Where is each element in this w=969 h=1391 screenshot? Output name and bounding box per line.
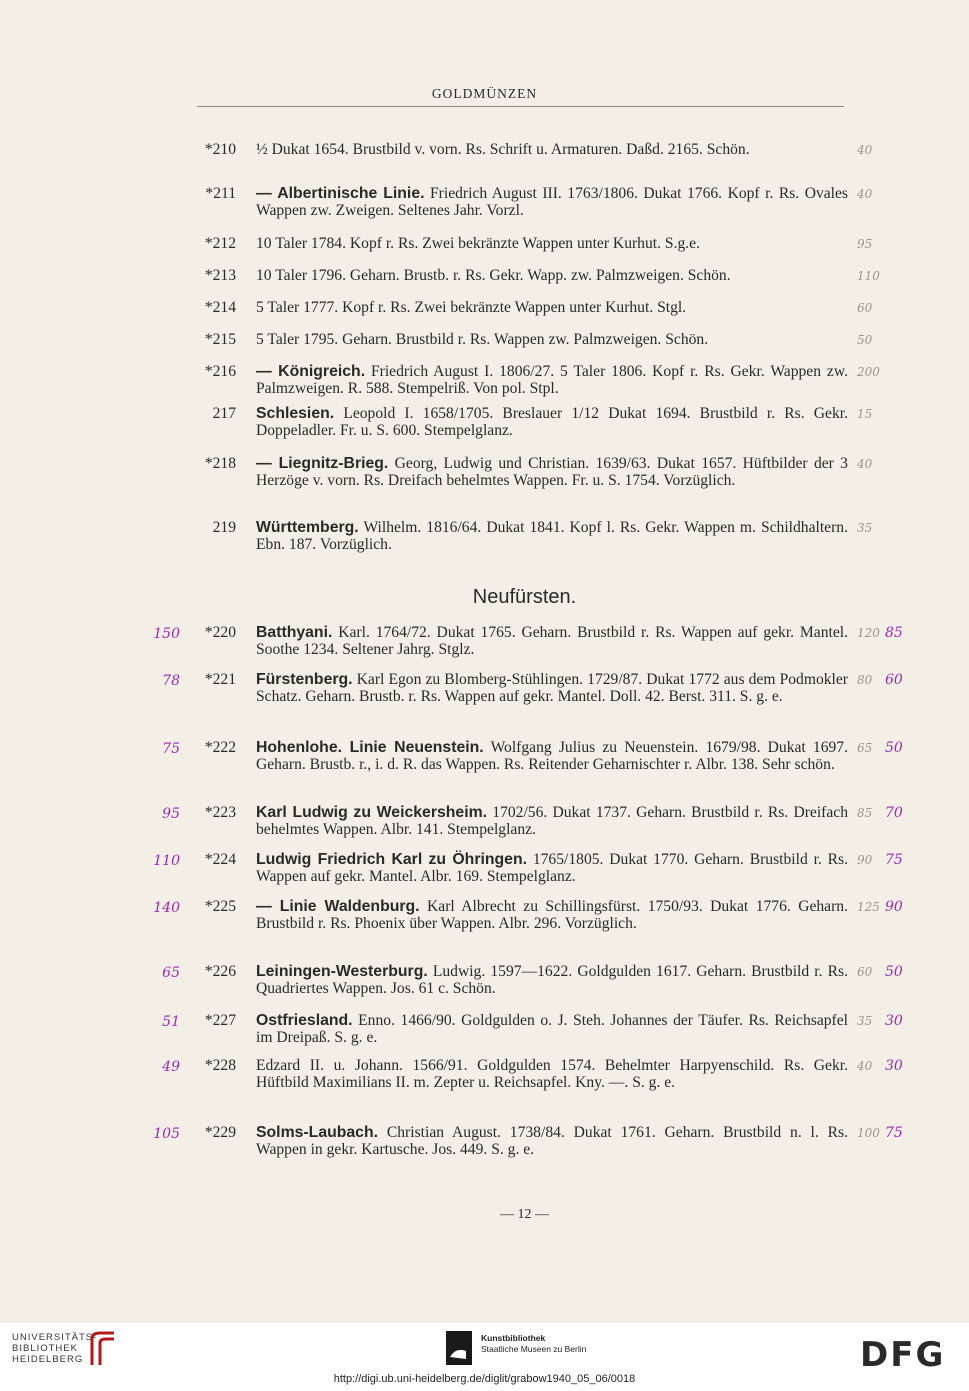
entry-heading: Württemberg. [256, 519, 359, 536]
entry-heading: — Linie Waldenburg. [256, 898, 420, 915]
entry-description [256, 624, 848, 659]
university-line: HEIDELBERG [12, 1354, 84, 1365]
pencil-estimate: 125 [857, 900, 880, 914]
pencil-estimate: 80 [857, 673, 873, 687]
section-title: Neufürsten. [472, 586, 577, 608]
entry-heading: Ostfriesland. [256, 1012, 353, 1029]
university-line: UNIVERSITÄTS- [12, 1332, 98, 1343]
entry-text: 5 Taler 1777. Kopf r. Rs. Zwei bekränzte Wappen unter Kurhut. Stgl. [256, 299, 687, 316]
page-number: — 12 — [500, 1207, 549, 1222]
entry-text: ½ Dukat 1654. Brustbild v. vorn. Rs. Schrift u. Armaturen. Daßd. 2165. Schön. [256, 141, 750, 158]
kb-subtitle: Staatliche Museen zu Berlin [481, 1344, 587, 1354]
handwritten-price-right: 90 [885, 899, 903, 915]
entry-heading: Karl Ludwig zu Weickersheim. [256, 804, 488, 821]
entry-heading: Ludwig Friedrich Karl zu Öhringen. [256, 851, 527, 868]
entry-text: Georg, Ludwig und Christian. 1639/63. Dukat 1657. Hüftbilder der 3 Herzöge v. vorn. Rs. Dreifach behelmtes Wappen. Fr. u. S. 1754. Vorzüglich. [256, 455, 848, 490]
lot-number: *221 [204, 671, 236, 688]
pencil-estimate: 85 [857, 806, 873, 820]
entry-text: Leopold I. 1658/1705. Breslauer 1/12 Dukat 1694. Brustbild r. Rs. Gekr. Doppeladler. Fr. u. S. 600. Stempelglanz. [256, 405, 848, 440]
pencil-estimate: 65 [857, 741, 873, 755]
lot-number: *226 [204, 963, 236, 980]
handwritten-price-left: 105 [153, 1126, 180, 1142]
handwritten-price-right: 70 [885, 805, 903, 821]
footer-bar [0, 1323, 969, 1391]
handwritten-price-left: 110 [153, 853, 180, 869]
handwritten-price-left: 51 [162, 1014, 180, 1030]
pencil-estimate: 60 [857, 965, 873, 979]
handwritten-price-left: 75 [162, 741, 180, 757]
handwritten-price-right: 85 [885, 625, 903, 641]
pencil-estimate: 40 [857, 143, 873, 157]
entry-text: Karl Albrecht zu Schillingsfürst. 1750/93. Dukat 1776. Geharn. Brustbild r. Rs. Phoenix über Wappen. Albr. 296. Vorzüglich. [256, 898, 848, 933]
pencil-estimate: 60 [857, 301, 873, 315]
entry-text: Friedrich August I. 1806/27. 5 Taler 1806. Kopf r. Rs. Gekr. Wappen zw. Palmzweigen. R. 588. Stempelriß. Von pol. Stpl. [256, 363, 848, 398]
lot-number: *218 [204, 455, 236, 472]
entry-description [256, 1124, 848, 1159]
entry-heading: Leiningen-Westerburg. [256, 963, 428, 980]
pencil-estimate: 110 [857, 269, 880, 283]
entry-heading: Hohenlohe. Linie Neuenstein. [256, 739, 484, 756]
lot-number: *223 [204, 804, 236, 821]
handwritten-price-left: 49 [162, 1059, 180, 1075]
pencil-estimate: 35 [857, 1014, 873, 1028]
entry-heading: Fürstenberg. [256, 671, 353, 688]
pencil-estimate: 120 [857, 626, 880, 640]
entry-text: Friedrich August III. 1763/1806. Dukat 1766. Kopf r. Rs. Ovales Wappen zw. Zweigen. Seltenes Jahr. Vorzl. [256, 185, 848, 220]
pencil-estimate: 40 [857, 187, 873, 201]
entry-description [256, 141, 848, 158]
handwritten-price-left: 65 [162, 965, 180, 981]
entry-description [256, 1012, 848, 1047]
pencil-estimate: 100 [857, 1126, 880, 1140]
dfg-logo: DFG [860, 1335, 946, 1375]
pencil-estimate: 35 [857, 521, 873, 535]
entry-description [256, 519, 848, 554]
lot-number: *216 [204, 363, 236, 380]
lot-number: *215 [204, 331, 236, 348]
handwritten-price-right: 30 [885, 1013, 903, 1029]
entry-description [256, 739, 848, 774]
pencil-estimate: 90 [857, 853, 873, 867]
university-logo-text [12, 1332, 97, 1365]
entry-text: Edzard II. u. Johann. 1566/91. Goldgulden 1574. Behelmter Harpyenschild. Rs. Gekr. Hüftbild Maximilians II. m. Zepter u. Reichsapfel. Kny. —. S. g. e. [256, 1057, 848, 1092]
entry-text: Wolfgang Julius zu Neuenstein. 1679/98. Dukat 1697. Geharn. Brustb. r., i. d. R. das Wappen. Rs. Reitender Geharnischter r. Albr. 138. Sehr schön. [256, 739, 848, 774]
handwritten-price-right: 30 [885, 1058, 903, 1074]
lot-number: *213 [204, 267, 236, 284]
handwritten-price-left: 140 [153, 900, 180, 916]
entry-description [256, 363, 848, 398]
lot-number: 219 [212, 519, 236, 536]
lot-number: *220 [204, 624, 236, 641]
entry-heading: — Königreich. [256, 363, 366, 380]
kunstbibliothek-logo-icon [446, 1331, 472, 1365]
entry-description [256, 185, 848, 220]
handwritten-price-right: 75 [885, 852, 903, 868]
header-rule [197, 106, 844, 107]
entry-text: 1765/1805. Dukat 1770. Geharn. Brustbild r. Rs. Wappen auf gekr. Mantel. Albr. 169. Stempelglanz. [256, 851, 848, 886]
entry-description [256, 405, 848, 440]
entry-description [256, 804, 848, 839]
kb-title: Kunstbibliothek [481, 1333, 546, 1343]
handwritten-price-left: 95 [162, 806, 180, 822]
entry-description [256, 671, 848, 706]
page-header: GOLDMÜNZEN [431, 86, 538, 101]
entry-description [256, 851, 848, 886]
handwritten-price-right: 50 [885, 740, 903, 756]
entry-text: Karl. 1764/72. Dukat 1765. Geharn. Brustbild r. Rs. Wappen auf gekr. Mantel. Soothe 1234. Seltener Jahrg. Stglz. [256, 624, 848, 659]
lot-number: *229 [204, 1124, 236, 1141]
entry-description [256, 963, 848, 998]
entry-description [256, 331, 848, 348]
entry-text: 5 Taler 1795. Geharn. Brustbild r. Rs. Wappen zw. Palmzweigen. Schön. [256, 331, 709, 348]
lot-number: *214 [204, 299, 236, 316]
lot-number: *222 [204, 739, 236, 756]
lot-number: *225 [204, 898, 236, 915]
university-line: BIBLIOTHEK [12, 1343, 78, 1354]
handwritten-price-right: 75 [885, 1125, 903, 1141]
entry-heading: Solms-Laubach. [256, 1124, 379, 1141]
entry-heading: Batthyani. [256, 624, 333, 641]
source-url[interactable]: http://digi.ub.uni-heidelberg.de/diglit/grabow1940_05_06/0018 [333, 1373, 636, 1385]
lot-number: *228 [204, 1057, 236, 1074]
handwritten-price-right: 50 [885, 964, 903, 980]
lot-number: *212 [204, 235, 236, 252]
entry-description [256, 1057, 848, 1092]
pencil-estimate: 95 [857, 237, 873, 251]
entry-text: Christian August. 1738/84. Dukat 1761. Geharn. Brustbild n. l. Rs. Wappen in gekr. Kartusche. Jos. 449. S. g. e. [256, 1124, 848, 1159]
pencil-estimate: 15 [857, 407, 873, 421]
handwritten-price-left: 78 [162, 673, 180, 689]
university-emblem-icon [88, 1329, 118, 1369]
entry-text: 10 Taler 1796. Geharn. Brustb. r. Rs. Gekr. Wapp. zw. Palmzweigen. Schön. [256, 267, 731, 284]
entry-description [256, 235, 848, 252]
entry-description [256, 267, 848, 284]
pencil-estimate: 40 [857, 1059, 873, 1073]
kunstbibliothek-label [481, 1333, 586, 1355]
pencil-estimate: 200 [857, 365, 880, 379]
handwritten-price-left: 150 [153, 626, 180, 642]
pencil-estimate: 40 [857, 457, 873, 471]
entry-text: Ludwig. 1597—1622. Goldgulden 1617. Geharn. Brustbild r. Rs. Quadriertes Wappen. Jos. 61 c. Schön. [256, 963, 848, 998]
entry-text: Wilhelm. 1816/64. Dukat 1841. Kopf l. Rs. Gekr. Wappen m. Schildhaltern. Ebn. 187. Vorzüglich. [256, 519, 848, 554]
lot-number: *227 [204, 1012, 236, 1029]
entry-description [256, 455, 848, 490]
entry-text: Karl Egon zu Blomberg-Stühlingen. 1729/87. Dukat 1772 aus dem Podmokler Schatz. Geharn. Brustb. r. Rs. Wappen auf gekr. Mantel. Doll. 42. Berst. 311. S. g. e. [256, 671, 849, 706]
entry-heading: — Albertinische Linie. [256, 185, 425, 202]
lot-number: *224 [204, 851, 236, 868]
entry-description [256, 898, 848, 933]
lot-number: *211 [205, 185, 236, 202]
handwritten-price-right: 60 [885, 672, 903, 688]
entry-description [256, 299, 848, 316]
lot-number: 217 [212, 405, 236, 422]
entry-heading: — Liegnitz-Brieg. [256, 455, 389, 472]
pencil-estimate: 50 [857, 333, 873, 347]
entry-heading: Schlesien. [256, 405, 335, 422]
lot-number: *210 [204, 141, 236, 158]
entry-text: 10 Taler 1784. Kopf r. Rs. Zwei bekränzte Wappen unter Kurhut. S.g.e. [256, 235, 700, 252]
entry-text: Enno. 1466/90. Goldgulden o. J. Steh. Johannes der Täufer. Rs. Reichsapfel im Dreipaß. S. g. e. [256, 1012, 848, 1047]
entry-text: 1702/56. Dukat 1737. Geharn. Brustbild r. Rs. Dreifach behelmtes Wappen. Albr. 141. Stempelglanz. [256, 804, 848, 839]
